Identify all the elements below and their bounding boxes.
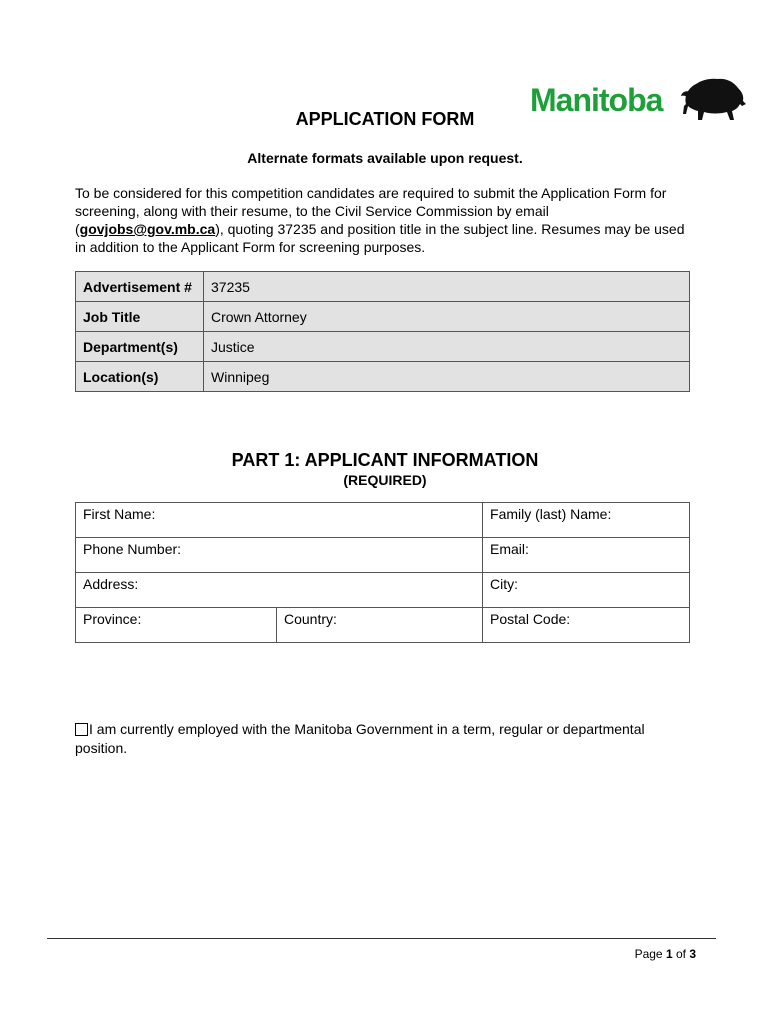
- intro-paragraph: [75, 184, 695, 256]
- logo-wordmark: Manitoba: [530, 82, 663, 118]
- footer-divider: [47, 938, 716, 939]
- advertisement-value: 37235: [204, 272, 690, 302]
- applicant-info-table: [75, 502, 690, 643]
- intro-text-start: To be considered for this competition candidates are required to submit the Application Form for screening, along with their resume, to the Civil Service Commission by email (: [75, 185, 667, 237]
- page-prefix: Page: [634, 947, 666, 961]
- page-number: [560, 947, 696, 961]
- table-row: [76, 608, 690, 643]
- employment-checkbox-label: I am currently employed with the Manitoba Government in a term, regular or departmental position.: [75, 721, 645, 756]
- location-label: Location(s): [76, 362, 204, 392]
- table-row: [76, 332, 690, 362]
- table-row: [76, 573, 690, 608]
- table-row: [76, 538, 690, 573]
- part1-required-note: (REQUIRED): [343, 472, 427, 488]
- city-field[interactable]: City:: [483, 573, 690, 608]
- alternate-formats-note: Alternate formats available upon request.: [247, 150, 523, 166]
- part1-title: PART 1: APPLICANT INFORMATION: [231, 450, 539, 470]
- posting-details-table: [75, 271, 690, 392]
- department-label: Department(s): [76, 332, 204, 362]
- intro-text-end: ), quoting 37235 and position title in the subject line. Resumes may be used in addition to the Applicant Form for screening purposes.: [75, 221, 685, 255]
- page-of: of: [672, 947, 690, 961]
- table-row: [76, 302, 690, 332]
- family-name-field[interactable]: Family (last) Name:: [483, 503, 690, 538]
- email-field[interactable]: Email:: [483, 538, 690, 573]
- country-field[interactable]: Country:: [277, 608, 483, 643]
- bison-icon: [680, 74, 748, 122]
- table-row: [76, 503, 690, 538]
- employment-checkbox-row: [75, 720, 695, 758]
- postal-code-field[interactable]: Postal Code:: [483, 608, 690, 643]
- department-value: Justice: [204, 332, 690, 362]
- page-current: 1: [665, 947, 673, 961]
- manitoba-logo: [530, 74, 748, 124]
- phone-field[interactable]: Phone Number:: [76, 538, 483, 573]
- job-title-value: Crown Attorney: [204, 302, 690, 332]
- form-title: APPLICATION FORM: [295, 109, 475, 129]
- job-title-label: Job Title: [76, 302, 204, 332]
- location-value: Winnipeg: [204, 362, 690, 392]
- table-row: [76, 272, 690, 302]
- first-name-field[interactable]: First Name:: [76, 503, 483, 538]
- table-row: [76, 362, 690, 392]
- province-field[interactable]: Province:: [76, 608, 277, 643]
- employment-checkbox[interactable]: [75, 723, 88, 736]
- email-link[interactable]: govjobs@gov.mb.ca: [79, 221, 216, 237]
- page-total: 3: [689, 947, 696, 961]
- advertisement-label: Advertisement #: [76, 272, 204, 302]
- address-field[interactable]: Address:: [76, 573, 483, 608]
